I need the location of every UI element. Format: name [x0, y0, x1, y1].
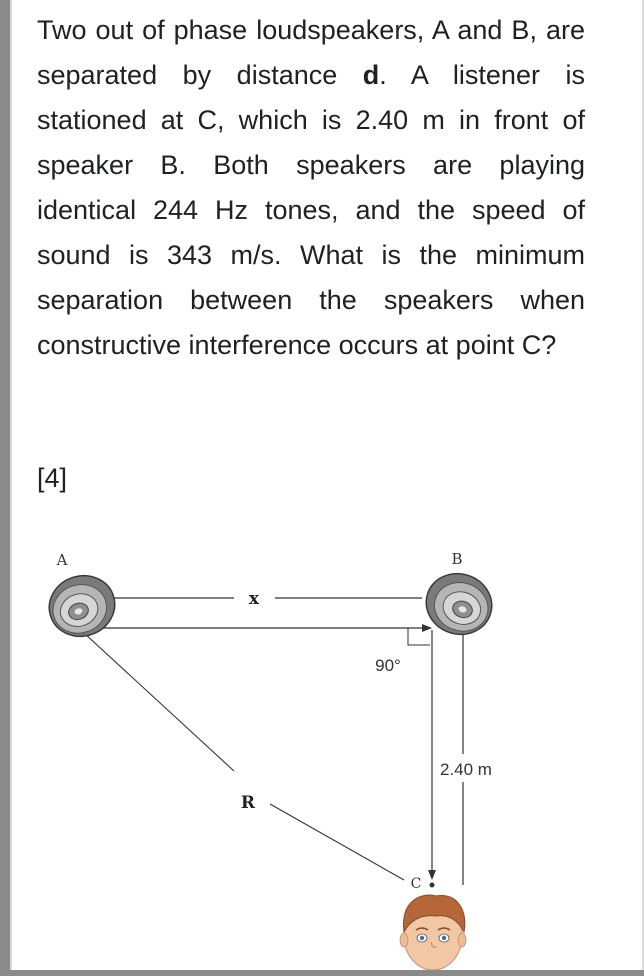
path-a-to-c-segment-1 — [84, 633, 234, 771]
listener-label: C — [410, 876, 422, 892]
question-text-part1: Two out of phase loudspeakers, A and B, are separated by distance — [37, 15, 585, 90]
speaker-a-label: A — [56, 551, 68, 569]
right-angle-marker — [408, 628, 430, 645]
distance-label: 2.40 m — [440, 760, 492, 779]
separation-variable: d — [362, 60, 380, 90]
listener-face-icon — [400, 895, 466, 970]
speaker-b-label: B — [451, 550, 463, 568]
speaker-a-icon — [41, 567, 122, 644]
speaker-b-icon — [418, 565, 499, 642]
path-label: R — [240, 793, 256, 813]
separation-label: x — [248, 589, 260, 609]
arrowhead-c — [428, 870, 436, 880]
document-page — [10, 0, 644, 970]
interference-diagram — [12, 540, 642, 970]
marks-label: [4] — [37, 463, 68, 493]
arrowhead-right — [422, 624, 432, 632]
angle-label: 90° — [375, 656, 401, 675]
question-text-part2: . A listener is stationed at C, which is 2.40 m in front of speaker B. Both speakers are playing identical 244 Hz tones, and the speed of sound is 343 m/s. What is the minimum separation between the speakers when constructive interference occurs at point C? — [37, 60, 585, 360]
point-c-marker — [430, 883, 435, 888]
path-a-to-c-segment-2 — [270, 804, 404, 880]
question-text — [37, 8, 585, 368]
